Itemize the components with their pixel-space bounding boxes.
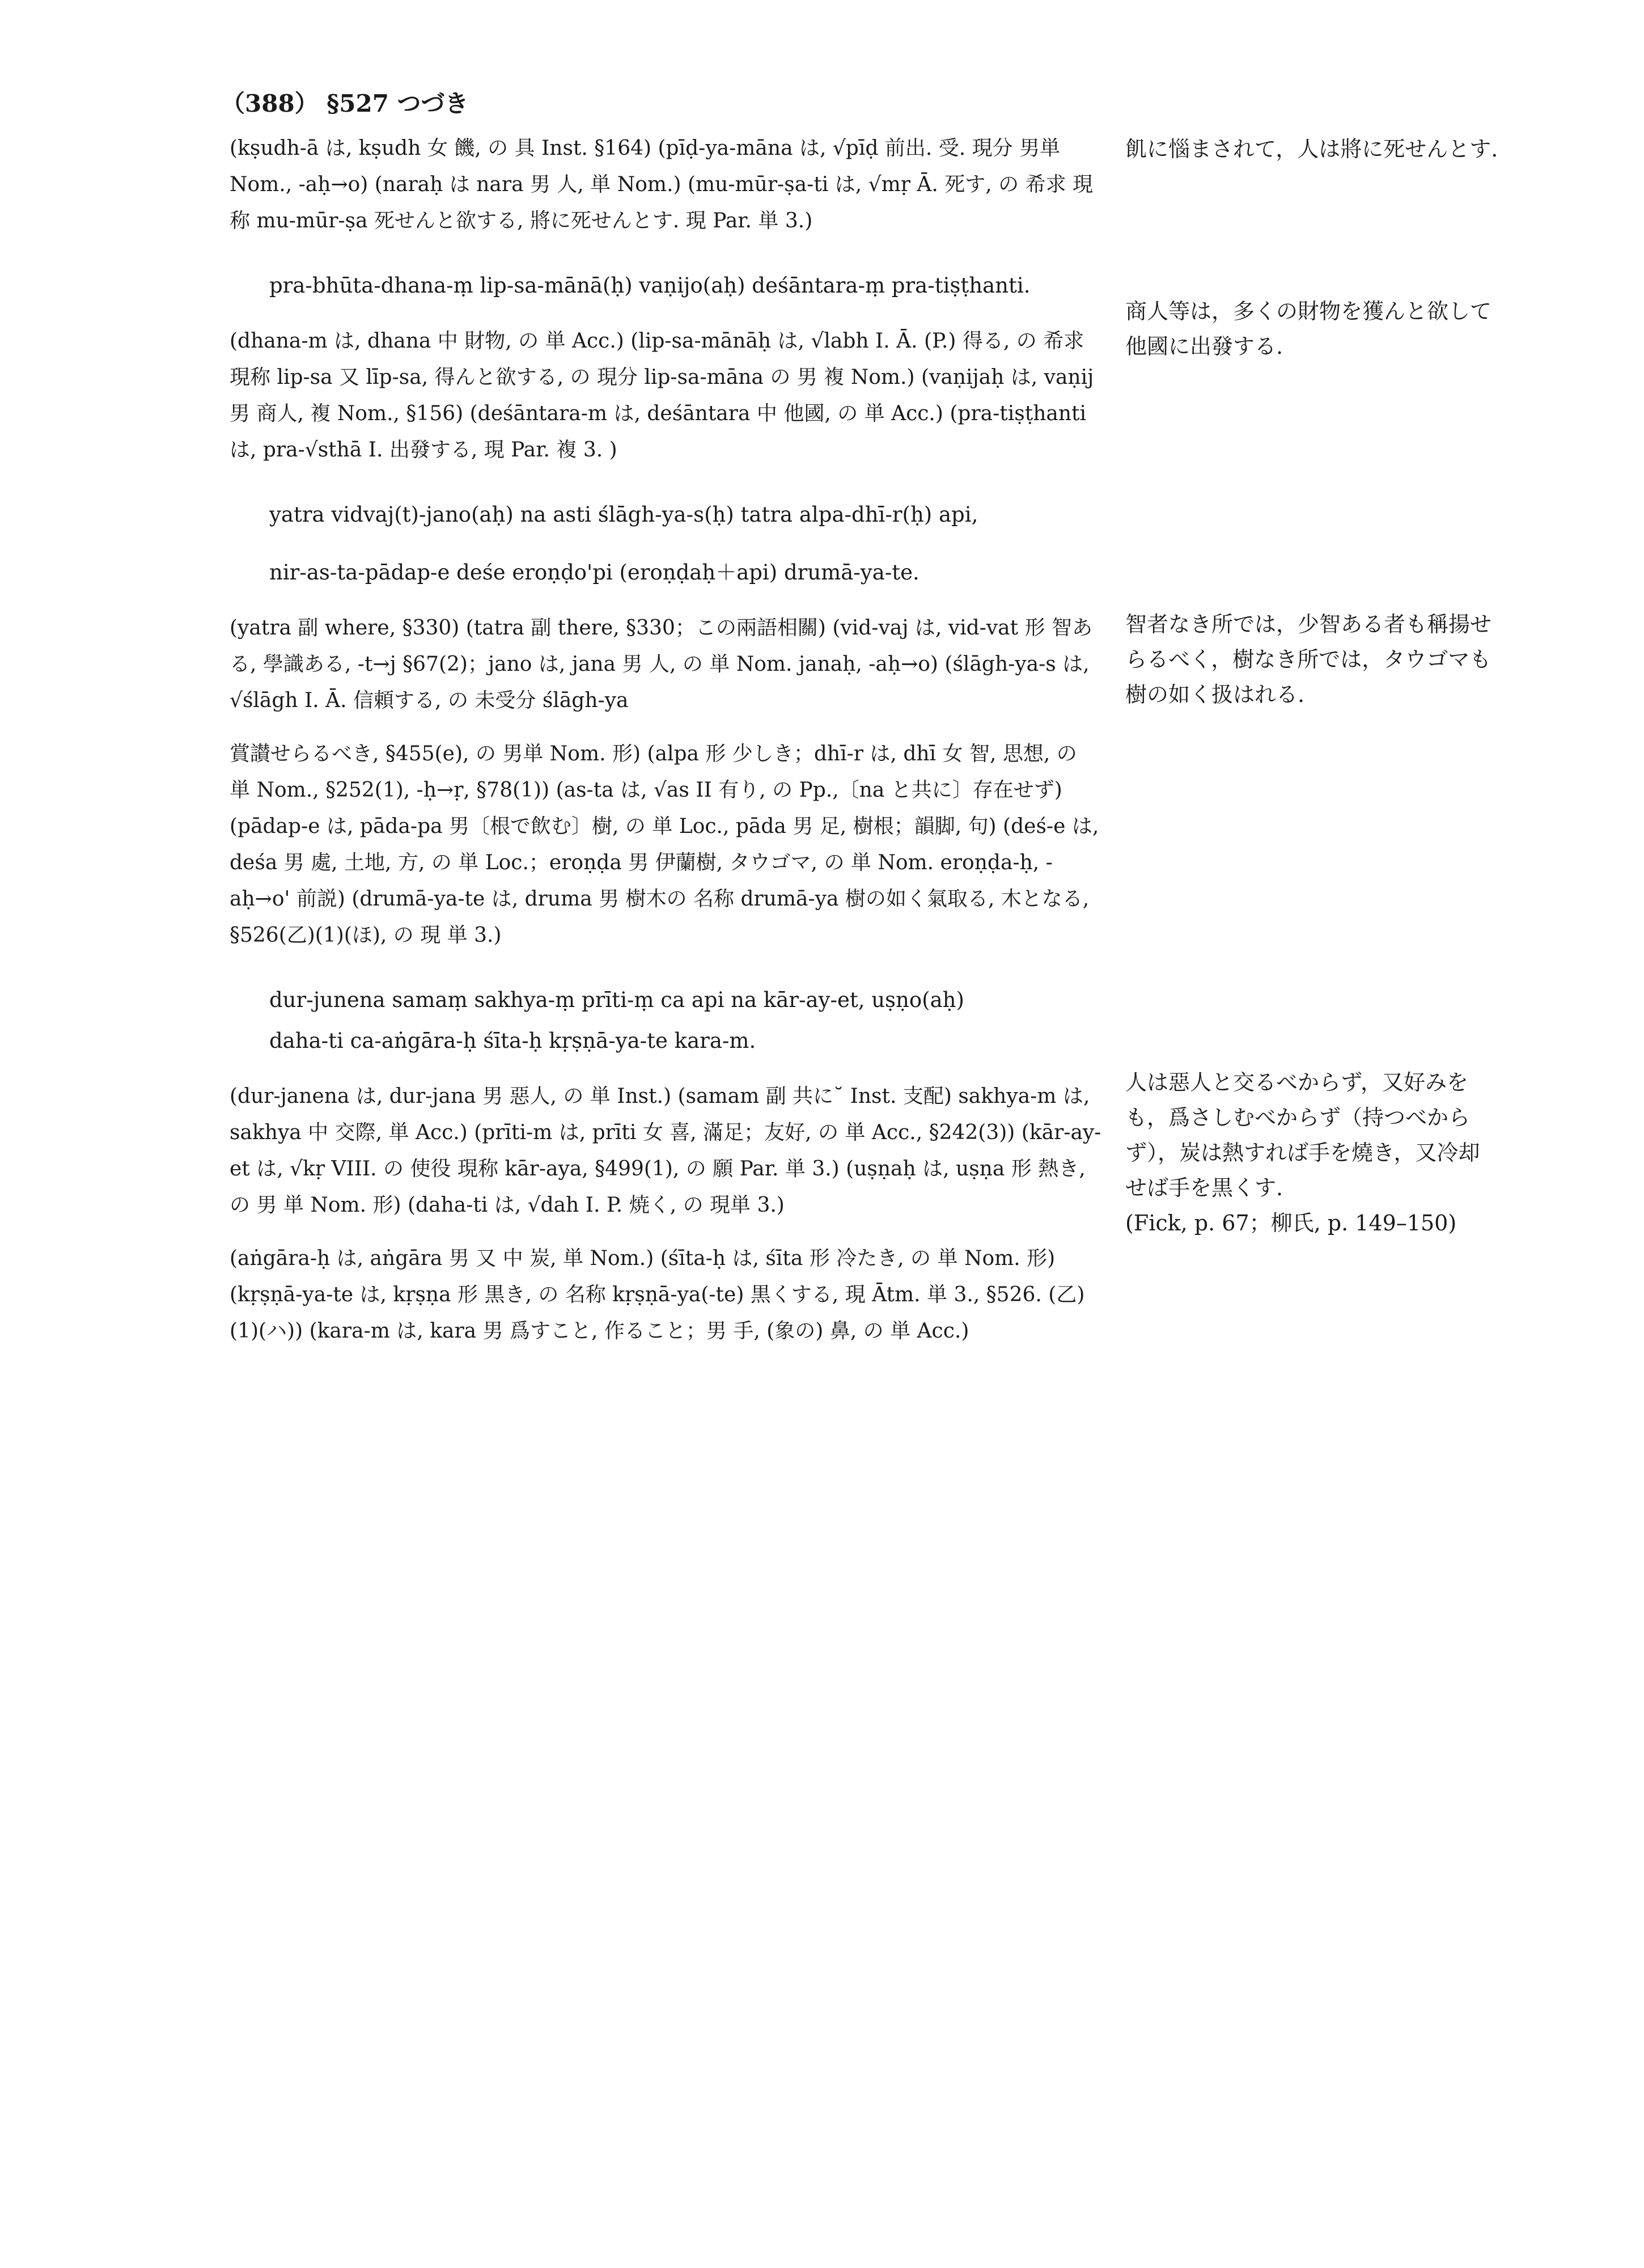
grammar-note-3b: 賞讃せらるべき, §455(e), の 男単 Nom. 形) (alpa 形 少しき；dhī-r は, dhī 女 智, 思想, の 単 Nom., §252(1), -ḥ→ṛ, §78(1)) (as-ta は, √as II 有り, の Pp.,〔na と共に〕存在せず) (pādap-e は, pāda-pa 男〔根で飲む〕樹, の 単 Loc., pāda 男 足, 樹根；韻脚, 句) (deś-e は, deśa 男 處, 土地, 方, の 単 Loc.；eroṇḍa 男 伊蘭樹, タウゴマ, の 単 Nom. eroṇḍa-ḥ, -aḥ→o' 前説) (drumā-ya-te は, druma 男 樹木の 名称 drumā-ya 樹の如く氣取る, 木となる, §526(乙)(1)(ほ), の 現 単 3.) — [230, 742, 1099, 947]
verse-line-1: pra-bhūta-dhana-ṃ lip-sa-mānā(ḥ) vaṇijo(aḥ) deśāntara-ṃ pra-tiṣṭhanti. — [269, 273, 1031, 298]
main-column — [230, 130, 1103, 1349]
verse-line-5: daha-ti ca-aṅgāra-ḥ śīta-ḥ kṛṣṇā-ya-te kara-m. — [269, 1029, 756, 1053]
translation-4: 人は惡人と交るべからず，又好みをも，爲さしむべからず（持つべからず），炭は熱すれば手を燒き，又冷却せば手を黒くす. — [1125, 1070, 1480, 1200]
translation-3: 智者なき所では，少智ある者も稱揚せらるべく，樹なき所では，タウゴマも樹の如く扱はれる. — [1125, 612, 1492, 707]
grammar-note-2: (dhana-m は, dhana 中 財物, の 単 Acc.) (lip-sa-mānāḥ は, √labh I. Ā. (P.) 得る, の 希求 現称 lip-sa 又 līp-sa, 得んと欲する, の 現分 lip-sa-māna の 男 複 Nom.) (vaṇijaḥ は, vaṇij 男 商人, 複 Nom., §156) (deśāntara-m は, deśāntara 中 他國, の 単 Acc.) (pra-tiṣṭhanti は, pra-√sthā I. 出發する, 現 Par. 複 3. ) — [230, 329, 1094, 462]
page-header: （388） §527 つづき — [221, 90, 469, 117]
grammar-note-5: (aṅgāra-ḥ は, aṅgāra 男 又 中 炭, 単 Nom.) (śīta-ḥ は, śīta 形 冷たき, の 単 Nom. 形) (kṛṣṇā-ya-te は, kṛṣṇa 形 黒き, の 名称 kṛṣṇā-ya(-te) 黒くする, 現 Ātm. 単 3., §526. (乙)(1)(ハ)) (kara-m は, kara 男 爲すこと, 作ること；男 手, (象の) 鼻, の 単 Acc.) — [230, 1247, 1085, 1343]
verse-line-2: yatra vidvaj(t)-jano(aḥ) na asti ślāgh-ya-s(ḥ) tatra alpa-dhī-r(ḥ) api, — [269, 502, 978, 527]
grammar-note-4: (dur-janena は, dur-jana 男 惡人, の 単 Inst.) (samam 副 共に˘ Inst. 支配) sakhya-m は, sakhya 中 交際, 単 Acc.) (prīti-m は, prīti 女 喜, 滿足；友好, の 単 Acc., §242(3)) (kār-ay-et は, √kṛ VIII. の 使役 現称 kār-aya, §499(1), の 願 Par. 単 3.) (uṣṇaḥ は, uṣṇa 形 熱き, の 男 単 Nom. 形) (daha-ti は, √dah I. P. 焼く, の 現単 3.) — [230, 1085, 1101, 1217]
translation-2: 商人等は，多くの財物を獲んと欲して他國に出發する. — [1125, 299, 1492, 359]
verse-line-3: nir-as-ta-pādap-e deśe eroṇḍo'pi (eroṇḍaḥ＋api) drumā-ya-te. — [269, 560, 920, 585]
translation-1: 飢に惱まされて，人は將に死せんとす. — [1125, 137, 1498, 162]
translation-4-reference: (Fick, p. 67；柳氏, p. 149–150) — [1125, 1211, 1457, 1235]
translation-4-block — [1125, 1065, 1499, 1241]
grammar-note-1: (kṣudh-ā は, kṣudh 女 饑, の 具 Inst. §164) (pīḍ-ya-māna は, √pīḍ 前出. 受. 現分 男単 Nom., -aḥ→o) (naraḥ は nara 男 人, 単 Nom.) (mu-mūr-ṣa-ti は, √mṛ Ā. 死す, の 希求 現称 mu-mūr-ṣa 死せんと欲する, 將に死せんとす. 現 Par. 単 3.) — [230, 137, 1094, 232]
verse-line-4: dur-junena samaṃ sakhya-ṃ prīti-ṃ ca api na kār-ay-et, uṣṇo(aḥ) — [269, 988, 964, 1012]
grammar-note-3a: (yatra 副 where, §330) (tatra 副 there, §330；この兩語相關) (vid-vaj は, vid-vat 形 智ある, 學識ある, -t→j §67(2)；jano は, jana 男 人, の 単 Nom. janaḥ, -aḥ→o) (ślāgh-ya-s は, √ślāgh I. Ā. 信頼する, の 未受分 ślāgh-ya — [230, 616, 1092, 712]
